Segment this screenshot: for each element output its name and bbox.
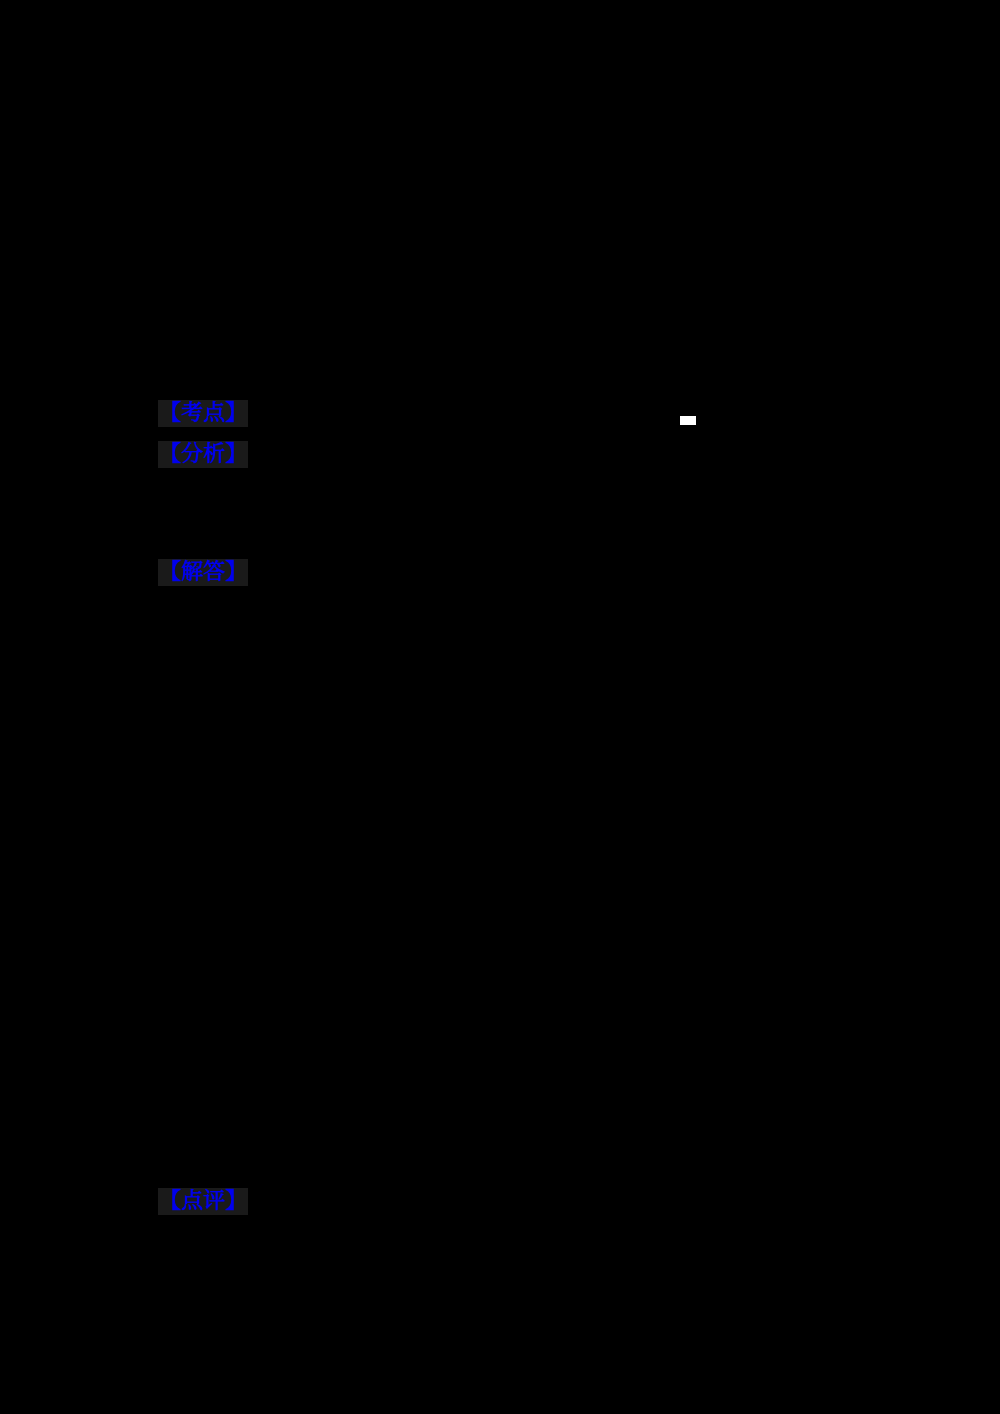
dianping-section-link[interactable]: 【点评】: [159, 1189, 248, 1214]
fenxi-section-link[interactable]: 【分析】: [159, 442, 248, 467]
formula-dash-mark: [680, 416, 696, 425]
jieda-section-link[interactable]: 【解答】: [159, 560, 248, 585]
kaodian-section-link[interactable]: 【考点】: [159, 401, 248, 426]
